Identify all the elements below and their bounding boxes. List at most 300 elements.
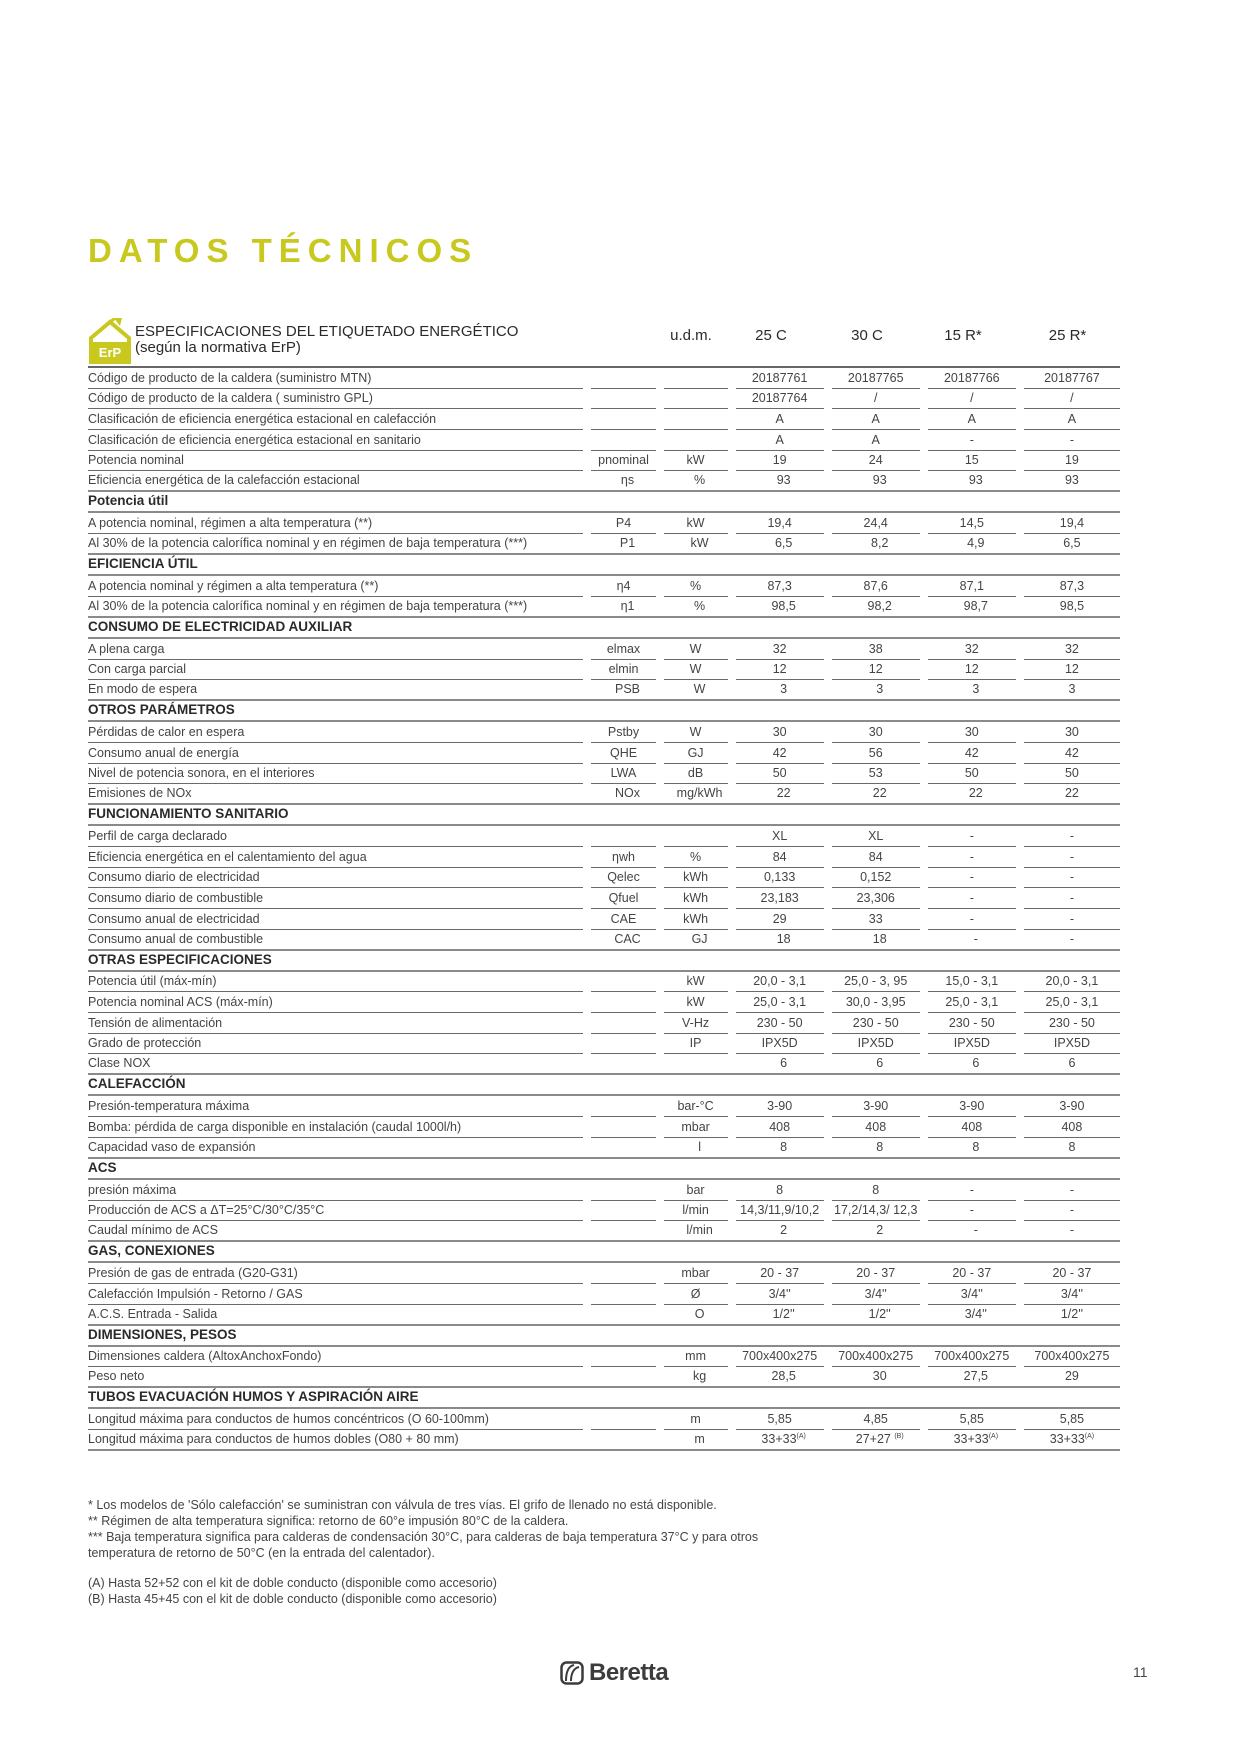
section-cell: [88, 1075, 1120, 1096]
section-row: [88, 951, 1120, 972]
row-value-text: -: [969, 891, 974, 905]
row-unit-cell: [664, 597, 736, 618]
row-unit-cell: [664, 1138, 736, 1159]
row-value-cell: [1024, 1180, 1120, 1201]
row-value-text: 3/4'': [768, 1286, 791, 1301]
row-value-text: 1/2'': [772, 1306, 795, 1321]
row-value-cell: [928, 368, 1024, 389]
row-unit: [664, 723, 728, 743]
row-symbol-cell: [591, 534, 663, 555]
row-symbol-cell: [591, 639, 663, 660]
brand-name: Beretta: [589, 1659, 669, 1686]
row-unit-text: Ø: [690, 1286, 701, 1301]
row-value: [736, 1305, 832, 1326]
row-value: [928, 784, 1024, 805]
row-label-text: Emisiones de NOx: [88, 786, 192, 801]
row-unit: [664, 640, 728, 660]
row-value: [736, 1138, 832, 1159]
row-value-text: 30: [1064, 724, 1079, 739]
row-unit: [664, 577, 728, 597]
section-title: TUBOS EVACUACIÓN HUMOS Y ASPIRACIÓN AIRE: [88, 1388, 1120, 1409]
row-label-text: Pérdidas de calor en espera: [88, 724, 245, 739]
row-value-cell: [928, 451, 1024, 472]
header-title-line1: ESPECIFICACIONES DEL ETIQUETADO ENERGÉTICO: [135, 323, 519, 340]
row-value-text: XL: [868, 828, 884, 843]
row-unit-cell: [664, 389, 736, 410]
svg-text:ErP: ErP: [98, 345, 122, 360]
row-value-cell: [1024, 930, 1120, 951]
row-label-cell: [88, 597, 591, 618]
row-value: [832, 597, 928, 618]
row-label-cell: [88, 680, 591, 701]
row-value-text: 3-90: [1059, 1099, 1085, 1114]
row-symbol-text: Pstby: [607, 724, 640, 739]
row-value-cell: [928, 972, 1024, 993]
section-row: [88, 701, 1120, 722]
section-row: [88, 1159, 1120, 1180]
row-symbol-text: PSB: [615, 682, 641, 697]
row-unit-cell: [664, 764, 736, 785]
row-label-text: Grado de protección: [88, 1036, 202, 1051]
row-label: [88, 1014, 583, 1034]
footnote: * Los modelos de 'Sólo calefacción' se suministran con válvula de tres vías. El grifo de llenado no está disponible.: [88, 1498, 717, 1512]
row-value-cell: [736, 1305, 832, 1326]
row-value-cell: [736, 888, 832, 909]
row-unit-cell: [664, 534, 736, 555]
row-unit-text: bar: [686, 1182, 705, 1197]
row-label: [88, 680, 591, 701]
row-value-text: 6: [1068, 1056, 1076, 1071]
row-label-text: A potencia nominal y régimen a alta temperatura (**): [88, 578, 379, 593]
row-symbol-cell: [591, 909, 663, 930]
header-udm: u.d.m.: [670, 327, 712, 344]
row-label-cell: [88, 660, 591, 681]
table-row: [88, 868, 1120, 889]
header-title-line2: (según la normativa ErP): [135, 339, 301, 356]
row-unit-text: mm: [685, 1349, 706, 1364]
row-value: [1024, 369, 1120, 389]
row-value-cell: [832, 1347, 928, 1368]
row-value: [736, 764, 824, 784]
row-unit-text: V-Hz: [682, 1015, 710, 1030]
row-unit-cell: [664, 1284, 736, 1305]
row-value-text: 6: [972, 1056, 980, 1071]
row-value: [928, 451, 1016, 471]
row-value: [736, 534, 832, 555]
row-value: [832, 410, 920, 430]
row-symbol: [591, 1285, 655, 1305]
row-value-cell: [832, 1284, 928, 1305]
row-value-text: 5,85: [1059, 1411, 1085, 1426]
row-symbol-cell: [591, 389, 663, 410]
row-label-cell: [88, 847, 591, 868]
row-value: [928, 514, 1016, 534]
row-symbol-cell: [591, 847, 663, 868]
row-value-cell: [1024, 389, 1120, 410]
row-value: [928, 972, 1016, 992]
row-value-cell: [736, 826, 832, 847]
section-cell: [88, 1326, 1120, 1347]
row-label: [88, 1305, 591, 1326]
row-unit-text: mg/kWh: [676, 786, 723, 801]
row-value-text: 3-90: [863, 1099, 889, 1114]
row-value-text: -: [1069, 891, 1074, 905]
row-value-text: A: [775, 432, 784, 447]
row-symbol: [591, 577, 655, 597]
row-value-text: A: [967, 412, 976, 427]
row-value-cell: [736, 639, 832, 660]
row-value: [928, 1347, 1016, 1367]
row-label: [88, 1221, 591, 1242]
row-label-cell: [88, 1096, 591, 1117]
section-title: OTROS PARÁMETROS: [88, 701, 1120, 722]
row-unit-text: GJ: [691, 931, 708, 946]
row-value-cell: [736, 534, 832, 555]
row-label: [88, 1285, 583, 1305]
row-label: [88, 827, 583, 847]
row-value-text: 42: [772, 745, 787, 760]
row-value-text: -: [969, 911, 974, 926]
row-value-cell: [736, 1430, 832, 1451]
row-value: [736, 784, 832, 805]
row-symbol-cell: [591, 1054, 663, 1075]
row-unit: [664, 1347, 728, 1367]
row-unit-cell: [664, 680, 736, 701]
row-label-cell: [88, 888, 591, 909]
row-symbol: [591, 660, 655, 680]
row-label-text: A potencia nominal, régimen a alta temperatura (**): [88, 516, 373, 531]
row-unit-cell: [664, 1054, 736, 1075]
row-label: [88, 1264, 583, 1284]
row-value-text: -: [969, 432, 974, 447]
row-symbol-cell: [591, 1013, 663, 1034]
row-value-text: 32: [772, 641, 787, 656]
table-row: [88, 784, 1120, 805]
row-label-cell: [88, 868, 591, 889]
row-value-cell: [928, 1430, 1024, 1451]
table-row: [88, 1138, 1120, 1159]
row-value-cell: [1024, 368, 1120, 389]
row-unit-cell: [664, 513, 736, 534]
row-symbol: [591, 764, 655, 784]
row-value-cell: [1024, 1284, 1120, 1305]
row-value: [832, 1181, 920, 1201]
row-symbol-cell: [591, 826, 663, 847]
row-value-text: 4,85: [863, 1411, 888, 1426]
row-value: [1024, 451, 1120, 471]
row-unit-text: W: [689, 662, 702, 677]
row-value: [832, 868, 920, 888]
row-value: [736, 744, 824, 764]
row-unit: [664, 451, 728, 471]
row-unit-cell: [664, 909, 736, 930]
row-value: [832, 1201, 920, 1221]
row-value-text: 98,5: [1059, 598, 1085, 613]
row-value: [832, 1367, 928, 1388]
row-value: [832, 680, 928, 701]
row-value: [832, 1430, 928, 1451]
row-unit: [664, 993, 728, 1013]
row-value-cell: [1024, 1117, 1120, 1138]
row-value: [1024, 597, 1120, 618]
row-unit-cell: [664, 409, 736, 430]
row-value-text: 8: [972, 1139, 980, 1154]
row-label-cell: [88, 513, 591, 534]
row-value: [928, 680, 1024, 701]
row-value-cell: [736, 1096, 832, 1117]
row-symbol: [591, 1347, 655, 1367]
table-row: [88, 597, 1120, 618]
row-value-cell: [928, 1409, 1024, 1430]
row-symbol-cell: [591, 1430, 663, 1451]
row-value: [928, 764, 1016, 784]
row-value: [832, 930, 928, 951]
row-value: [1024, 534, 1120, 555]
row-value-cell: [736, 909, 832, 930]
section-title: OTRAS ESPECIFICACIONES: [88, 951, 1120, 972]
row-value-text: 1/2'': [1060, 1306, 1083, 1321]
row-value: [832, 1264, 920, 1284]
row-value-cell: [736, 847, 832, 868]
row-label-text: Código de producto de la caldera (suministro MTN): [88, 370, 372, 385]
row-value-text: 25,0 - 3,1: [1045, 995, 1099, 1010]
row-value: [736, 597, 832, 618]
row-value-text: 3: [1068, 682, 1076, 697]
row-value: [832, 514, 920, 534]
footnote: temperatura de retorno de 50°C (en la entrada del calentador).: [88, 1546, 435, 1560]
row-symbol-text: pnominal: [598, 453, 649, 468]
row-value-text: 8: [872, 1182, 880, 1197]
row-value: [928, 410, 1016, 430]
row-value-cell: [1024, 1263, 1120, 1284]
row-value-text: 84: [772, 849, 787, 864]
row-value: [928, 1430, 1024, 1451]
row-value-text: -: [969, 870, 974, 885]
row-value: [832, 660, 920, 680]
table-row: [88, 451, 1120, 472]
table-row: [88, 680, 1120, 701]
row-symbol: [591, 1430, 663, 1451]
table-row: [88, 1201, 1120, 1222]
table-row: [88, 888, 1120, 909]
row-label-cell: [88, 409, 591, 430]
row-value: [736, 1054, 832, 1075]
row-label: [88, 389, 583, 409]
row-value: [1024, 577, 1120, 597]
row-value-text: 700x400x275: [838, 1349, 914, 1364]
row-value-text: 38: [868, 641, 883, 656]
row-unit-text: bar-°C: [677, 1099, 714, 1114]
row-symbol-cell: [591, 972, 663, 993]
row-label-cell: [88, 1138, 591, 1159]
row-value-cell: [736, 722, 832, 743]
row-symbol-text: QHE: [609, 745, 638, 760]
row-value: [736, 640, 824, 660]
row-unit-cell: [664, 868, 736, 889]
row-symbol: [591, 431, 655, 451]
row-unit: [664, 889, 728, 909]
row-label: [88, 660, 583, 680]
row-value-cell: [736, 992, 832, 1013]
row-label-cell: [88, 368, 591, 389]
row-value-cell: [1024, 868, 1120, 889]
row-value: [832, 471, 928, 492]
row-symbol-cell: [591, 513, 663, 534]
row-symbol-text: η4: [616, 578, 631, 593]
row-unit: [664, 389, 728, 409]
row-label: [88, 1034, 583, 1054]
row-value-text: 408: [865, 1119, 887, 1134]
row-value-cell: [832, 1409, 928, 1430]
row-value-cell: [1024, 1347, 1120, 1368]
row-value: [1024, 993, 1120, 1013]
row-value-text: 98,7: [963, 598, 988, 613]
section-cell: [88, 1159, 1120, 1180]
row-value-cell: [928, 784, 1024, 805]
row-value-text: -: [1069, 849, 1074, 864]
row-value: [832, 764, 920, 784]
row-label-text: Con carga parcial: [88, 662, 186, 677]
row-unit-cell: [664, 368, 736, 389]
row-value-cell: [1024, 764, 1120, 785]
row-value-text: 2: [876, 1223, 884, 1238]
row-value-text: 98,2: [867, 598, 892, 613]
row-value: [832, 972, 920, 992]
row-unit-cell: [664, 1013, 736, 1034]
row-label-cell: [88, 784, 591, 805]
row-value-cell: [928, 868, 1024, 889]
row-value-text: 24,4: [863, 516, 888, 531]
row-symbol-cell: [591, 1305, 663, 1326]
row-value: [736, 1347, 824, 1367]
table-row: [88, 1117, 1120, 1138]
row-value: [928, 1221, 1024, 1242]
row-value-cell: [736, 1263, 832, 1284]
row-value-cell: [736, 1034, 832, 1055]
row-value: [1024, 1014, 1120, 1034]
row-label-text: Calefacción Impulsión - Retorno / GAS: [88, 1286, 303, 1301]
row-value-text: IPX5D: [1053, 1036, 1090, 1051]
row-unit: [664, 1430, 736, 1451]
row-value: [832, 848, 920, 868]
row-value: [928, 744, 1016, 764]
row-value-cell: [832, 826, 928, 847]
table-row: [88, 471, 1120, 492]
row-value: [928, 1138, 1024, 1159]
row-value-text: 3: [972, 682, 980, 697]
row-value-text: 12: [964, 662, 979, 677]
section-cell: [88, 805, 1120, 826]
row-value-text: 14,5: [959, 516, 984, 531]
row-unit-text: dB: [687, 766, 704, 781]
row-value: [832, 431, 920, 451]
row-value: [1024, 1034, 1120, 1054]
table-row: [88, 1054, 1120, 1075]
row-unit: [664, 848, 728, 868]
erp-house-icon: [88, 318, 132, 364]
row-value-cell: [928, 722, 1024, 743]
row-value-cell: [1024, 784, 1120, 805]
row-value-text: -: [973, 1223, 978, 1238]
row-label-cell: [88, 430, 591, 451]
row-value-text: 22: [1064, 786, 1079, 801]
section-row: [88, 492, 1120, 513]
row-value: [832, 1138, 928, 1159]
row-value-cell: [736, 1347, 832, 1368]
row-unit: [664, 764, 728, 784]
row-value-cell: [928, 1305, 1024, 1326]
table-row: [88, 972, 1120, 993]
row-label-text: Potencia útil (máx-mín): [88, 974, 217, 989]
row-unit: [664, 868, 728, 888]
row-value-cell: [1024, 430, 1120, 451]
row-unit-text: kW: [686, 974, 705, 989]
row-symbol-text: ηwh: [612, 849, 635, 864]
row-value-cell: [928, 639, 1024, 660]
row-unit-text: IP: [689, 1036, 702, 1051]
row-symbol-text: Qelec: [607, 870, 640, 885]
footnote: (A) Hasta 52+52 con el kit de doble conducto (disponible como accesorio): [88, 1576, 497, 1590]
row-unit-cell: [664, 639, 736, 660]
row-label-cell: [88, 534, 591, 555]
row-label: [88, 451, 583, 471]
row-unit: [664, 1264, 728, 1284]
row-symbol: [591, 993, 655, 1013]
row-unit: [664, 680, 736, 701]
row-symbol: [591, 1118, 655, 1138]
row-symbol: [591, 910, 655, 930]
row-value: [928, 389, 1016, 409]
row-value-text: 6,5: [774, 536, 793, 551]
row-label-text: Código de producto de la caldera ( suministro GPL): [88, 391, 373, 406]
row-value-text: 30: [872, 1369, 887, 1384]
row-value: [736, 1181, 824, 1201]
row-value-text: 30: [868, 724, 883, 739]
row-value-text: 6: [876, 1056, 884, 1071]
row-symbol: [591, 597, 663, 618]
row-value: [1024, 889, 1120, 909]
row-value-cell: [832, 992, 928, 1013]
row-unit-text: %: [690, 849, 702, 864]
section-title: ACS: [88, 1159, 1120, 1180]
row-label-cell: [88, 722, 591, 743]
row-symbol-cell: [591, 888, 663, 909]
row-label-text: Potencia nominal: [88, 453, 184, 468]
row-symbol: [591, 1264, 655, 1284]
table-row: [88, 930, 1120, 951]
row-value: [736, 514, 824, 534]
row-unit: [664, 930, 736, 951]
row-symbol-cell: [591, 1367, 663, 1388]
row-value-cell: [832, 660, 928, 681]
row-label-cell: [88, 1201, 591, 1222]
row-value: [832, 723, 920, 743]
row-value-cell: [736, 1180, 832, 1201]
row-value: [1024, 680, 1120, 701]
row-label-text: Al 30% de la potencia calorífica nominal y en régimen de baja temperatura (***): [88, 536, 528, 551]
row-value-text: 50: [772, 766, 787, 781]
row-value-cell: [928, 909, 1024, 930]
row-value-cell: [832, 972, 928, 993]
row-value: [1024, 640, 1120, 660]
row-value: [736, 972, 824, 992]
row-symbol-cell: [591, 743, 663, 764]
row-value: [736, 1034, 824, 1054]
row-value-cell: [736, 972, 832, 993]
row-value-cell: [1024, 639, 1120, 660]
row-value-cell: [1024, 992, 1120, 1013]
row-value-cell: [832, 1201, 928, 1222]
